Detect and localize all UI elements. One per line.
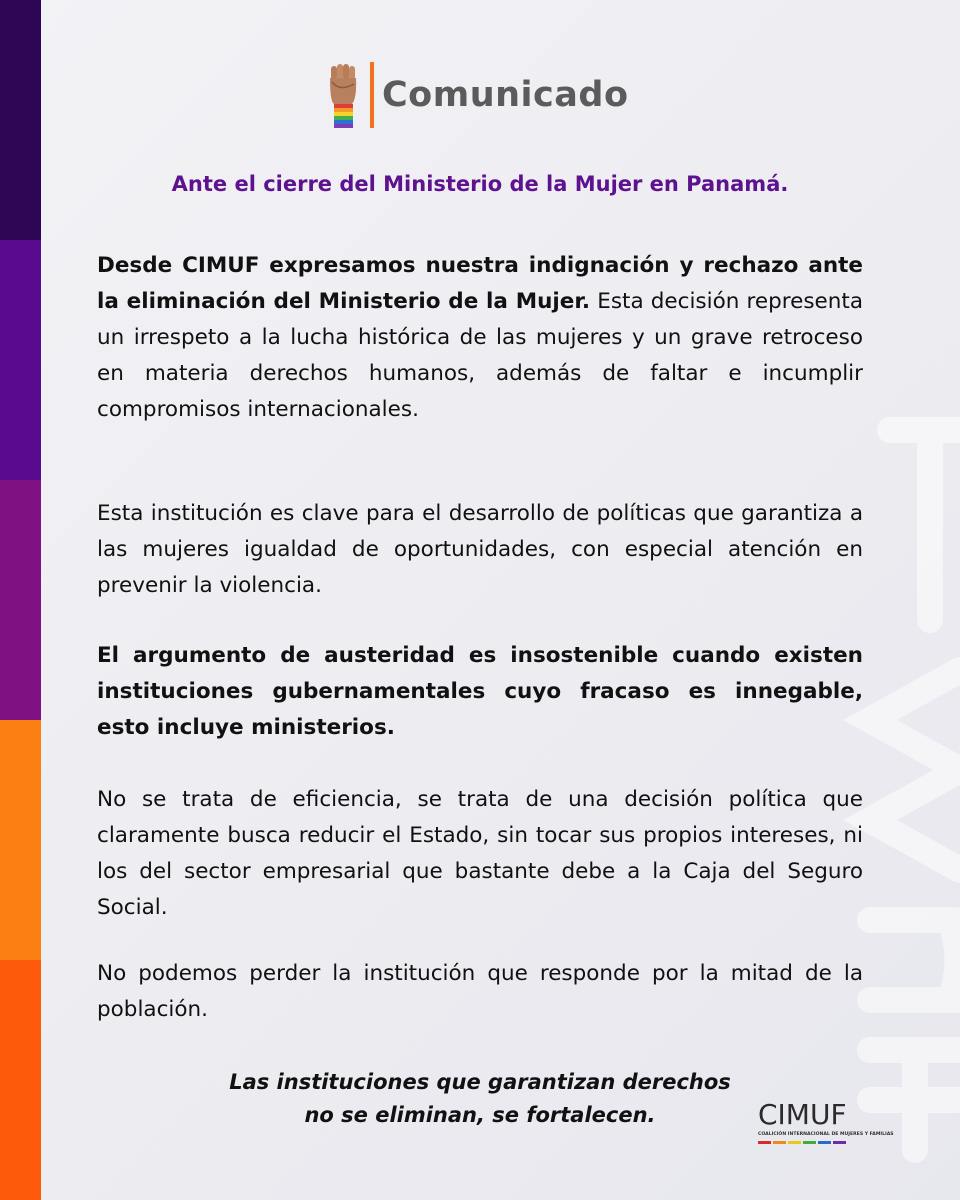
logo-bar-yellow: [788, 1141, 801, 1144]
raised-fist-icon: [326, 62, 360, 128]
logo-bar-blue: [818, 1141, 831, 1144]
logo-bar-orange: [773, 1141, 786, 1144]
header-divider: [370, 62, 374, 128]
closing-statement: [180, 1066, 780, 1132]
logo-bar-red: [758, 1141, 771, 1144]
paragraph-5: [97, 956, 863, 1028]
paragraph-3: [97, 638, 863, 746]
stripe-segment-red-orange: [0, 960, 41, 1200]
paragraph-4: [97, 782, 863, 926]
paragraph-1: [97, 248, 863, 428]
closing-line-2: no se eliminan, se fortalecen.: [304, 1103, 656, 1127]
stripe-segment-purple: [0, 240, 41, 480]
paragraph-2-text: Esta institución es clave para el desarrollo de políticas que garantiza a las mujeres igualdad de oportunidades, con especial atención en prevenir la violencia.: [97, 501, 863, 598]
stripe-segment-magenta: [0, 480, 41, 720]
subtitle: Ante el cierre del Ministerio de la Mujer en Panamá.: [171, 172, 789, 196]
paragraph-4-text: No se trata de eficiencia, se trata de una decisión política que claramente busca reducir el Estado, sin tocar sus propios intereses, ni los del sector empresarial que bastante debe a la Caja del Seguro Social.: [97, 787, 863, 920]
header: [326, 62, 629, 128]
logo-bar-green: [803, 1141, 816, 1144]
paragraph-1-rest: Esta decisión representa un irrespeto a la lucha histórica de las mujeres y un grave retroceso en materia derechos humanos, además de faltar e incumplir compromisos internacionales.: [97, 289, 864, 422]
paragraph-2: [97, 496, 863, 604]
paragraph-1-bold: Desde CIMUF expresamos nuestra indignación y rechazo ante la eliminación del Ministerio de la Mujer.: [97, 253, 863, 314]
logo-wordmark: CIMUF: [758, 1098, 847, 1131]
paragraph-5-text: No podemos perder la institución que responde por la mitad de la población.: [97, 961, 863, 1022]
logo-color-bars: [758, 1141, 858, 1144]
page-title: Comunicado: [382, 75, 629, 115]
stripe-segment-dark-purple: [0, 0, 41, 240]
logo-bar-purple: [833, 1141, 846, 1144]
cimuf-logo: [758, 1098, 894, 1154]
logo-tagline: COALICIÓN INTERNACIONAL DE MUJERES Y FAMILIAS: [758, 1132, 894, 1137]
stripe-segment-orange: [0, 720, 41, 960]
closing-line-1: Las instituciones que garantizan derechos: [229, 1070, 731, 1094]
paragraph-3-text: El argumento de austeridad es insostenible cuando existen instituciones gubernamentales cuyo fracaso es innegable, esto incluye ministerios.: [97, 643, 863, 740]
